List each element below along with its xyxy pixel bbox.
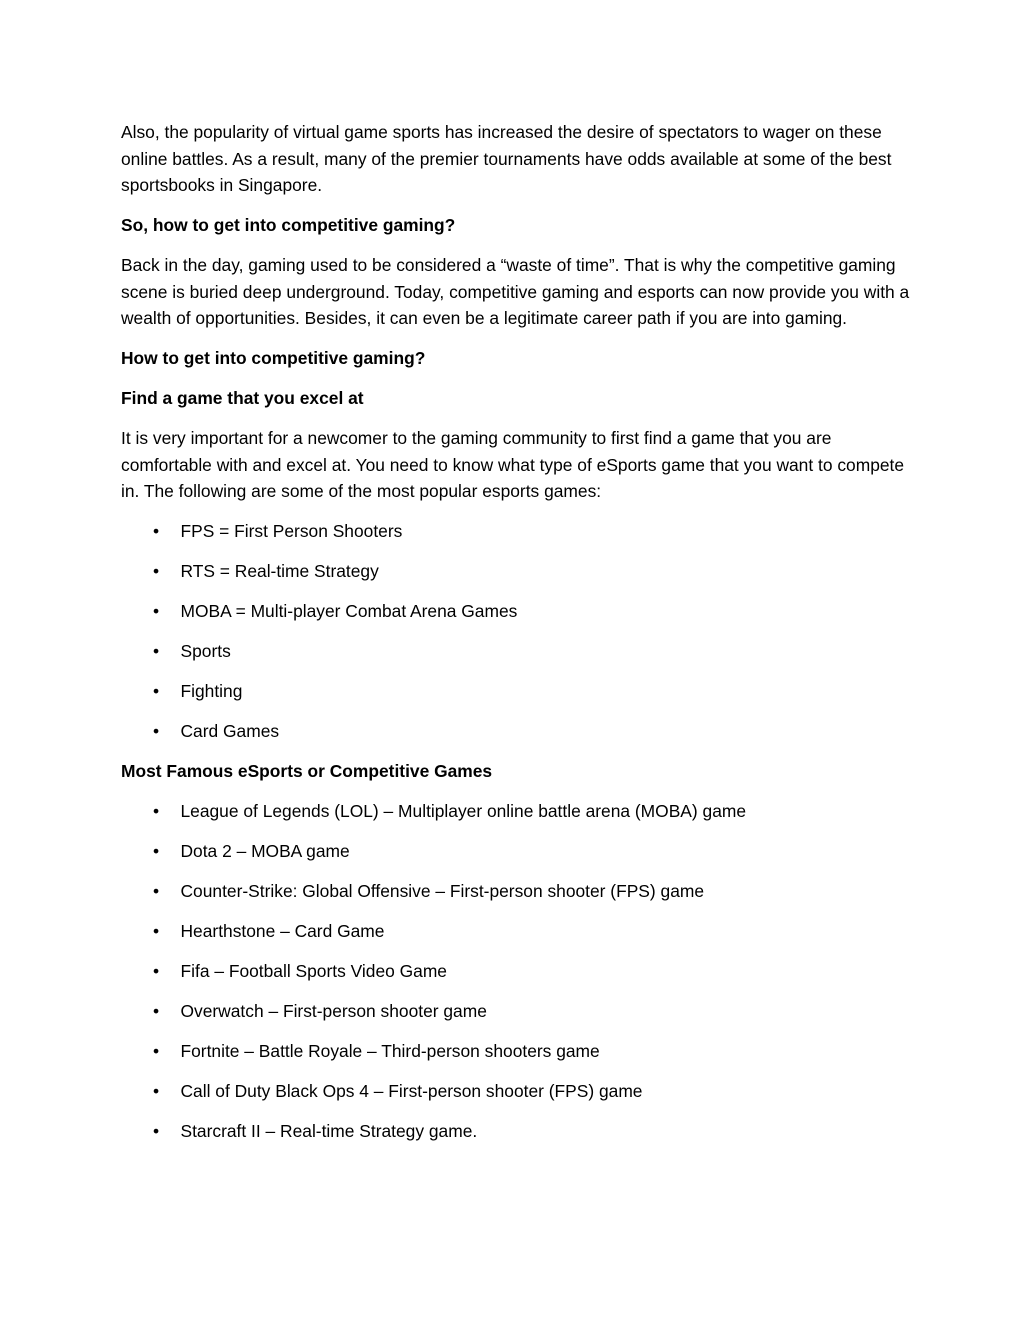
paragraph-back-in-the-day: Back in the day, gaming used to be considered a “waste of time”. That is why the competitive gaming scene is buried deep underground. Today, competitive gaming and esports can now provide you with a wealth of opportunities. Besides, it can even be a legitimate career path if you are into gaming.: [121, 255, 910, 329]
list-item: [121, 1078, 911, 1105]
list-item-text: League of Legends (LOL) – Multiplayer online battle arena (MOBA) game: [180, 801, 747, 822]
paragraph-intro: Also, the popularity of virtual game sports has increased the desire of spectators to wager on these online battles. As a result, many of the premier tournaments have odds available at some of the best sportsbooks in Singapore.: [121, 122, 892, 196]
bullet-icon: •: [152, 841, 160, 862]
list-item-text: Starcraft II – Real-time Strategy game.: [180, 1121, 478, 1142]
bullet-icon: •: [152, 681, 160, 702]
list-item: [121, 838, 911, 865]
list-item-text: RTS = Real-time Strategy: [180, 561, 379, 582]
list-item: [121, 878, 911, 905]
list-item: [121, 518, 911, 545]
list-item-text: Hearthstone – Card Game: [180, 921, 385, 942]
bullet-icon: •: [152, 1041, 160, 1062]
bullet-icon: •: [152, 1001, 160, 1022]
heading-how-to-get-into-gaming: How to get into competitive gaming?: [121, 348, 426, 369]
list-item: [121, 638, 911, 665]
list-item-text: Overwatch – First-person shooter game: [180, 1001, 487, 1022]
bullet-icon: •: [152, 641, 160, 662]
bullet-icon: •: [152, 521, 160, 542]
list-item: [121, 918, 911, 945]
list-item: [121, 558, 911, 585]
heading-how-to-get-into-competitive-gaming: So, how to get into competitive gaming?: [121, 215, 456, 236]
list-item: [121, 598, 911, 625]
list-item: [121, 998, 911, 1025]
list-item-text: MOBA = Multi-player Combat Arena Games: [180, 601, 518, 622]
list-item-text: Fighting: [180, 681, 243, 702]
bullet-icon: •: [152, 601, 160, 622]
bullet-icon: •: [152, 561, 160, 582]
bullet-icon: •: [152, 1121, 160, 1142]
bullet-icon: •: [152, 961, 160, 982]
genre-list: [121, 518, 911, 745]
list-item: [121, 1038, 911, 1065]
bullet-icon: •: [152, 1081, 160, 1102]
list-item-text: Dota 2 – MOBA game: [180, 841, 350, 862]
bullet-icon: •: [152, 921, 160, 942]
list-item-text: Counter-Strike: Global Offensive – First-person shooter (FPS) game: [180, 881, 705, 902]
list-item-text: Call of Duty Black Ops 4 – First-person shooter (FPS) game: [180, 1081, 643, 1102]
games-list: [121, 798, 911, 1144]
list-item-text: FPS = First Person Shooters: [180, 521, 403, 542]
heading-find-a-game: Find a game that you excel at: [121, 388, 364, 409]
list-item: [121, 958, 911, 985]
heading-most-famous-games: Most Famous eSports or Competitive Games: [121, 761, 493, 782]
bullet-icon: •: [152, 881, 160, 902]
list-item: [121, 678, 911, 705]
list-item: [121, 798, 911, 825]
document-body: [121, 119, 911, 1158]
list-item-text: Fortnite – Battle Royale – Third-person shooters game: [180, 1041, 600, 1062]
list-item-text: Fifa – Football Sports Video Game: [180, 961, 447, 982]
list-item: [121, 1118, 911, 1145]
list-item-text: Card Games: [180, 721, 280, 742]
list-item: [121, 718, 911, 745]
list-item-text: Sports: [180, 641, 231, 662]
bullet-icon: •: [152, 801, 160, 822]
paragraph-newcomer: It is very important for a newcomer to the gaming community to first find a game that you are comfortable with and excel at. You need to know what type of eSports game that you want to compete in. The following are some of the most popular esports games:: [121, 428, 905, 502]
bullet-icon: •: [152, 721, 160, 742]
